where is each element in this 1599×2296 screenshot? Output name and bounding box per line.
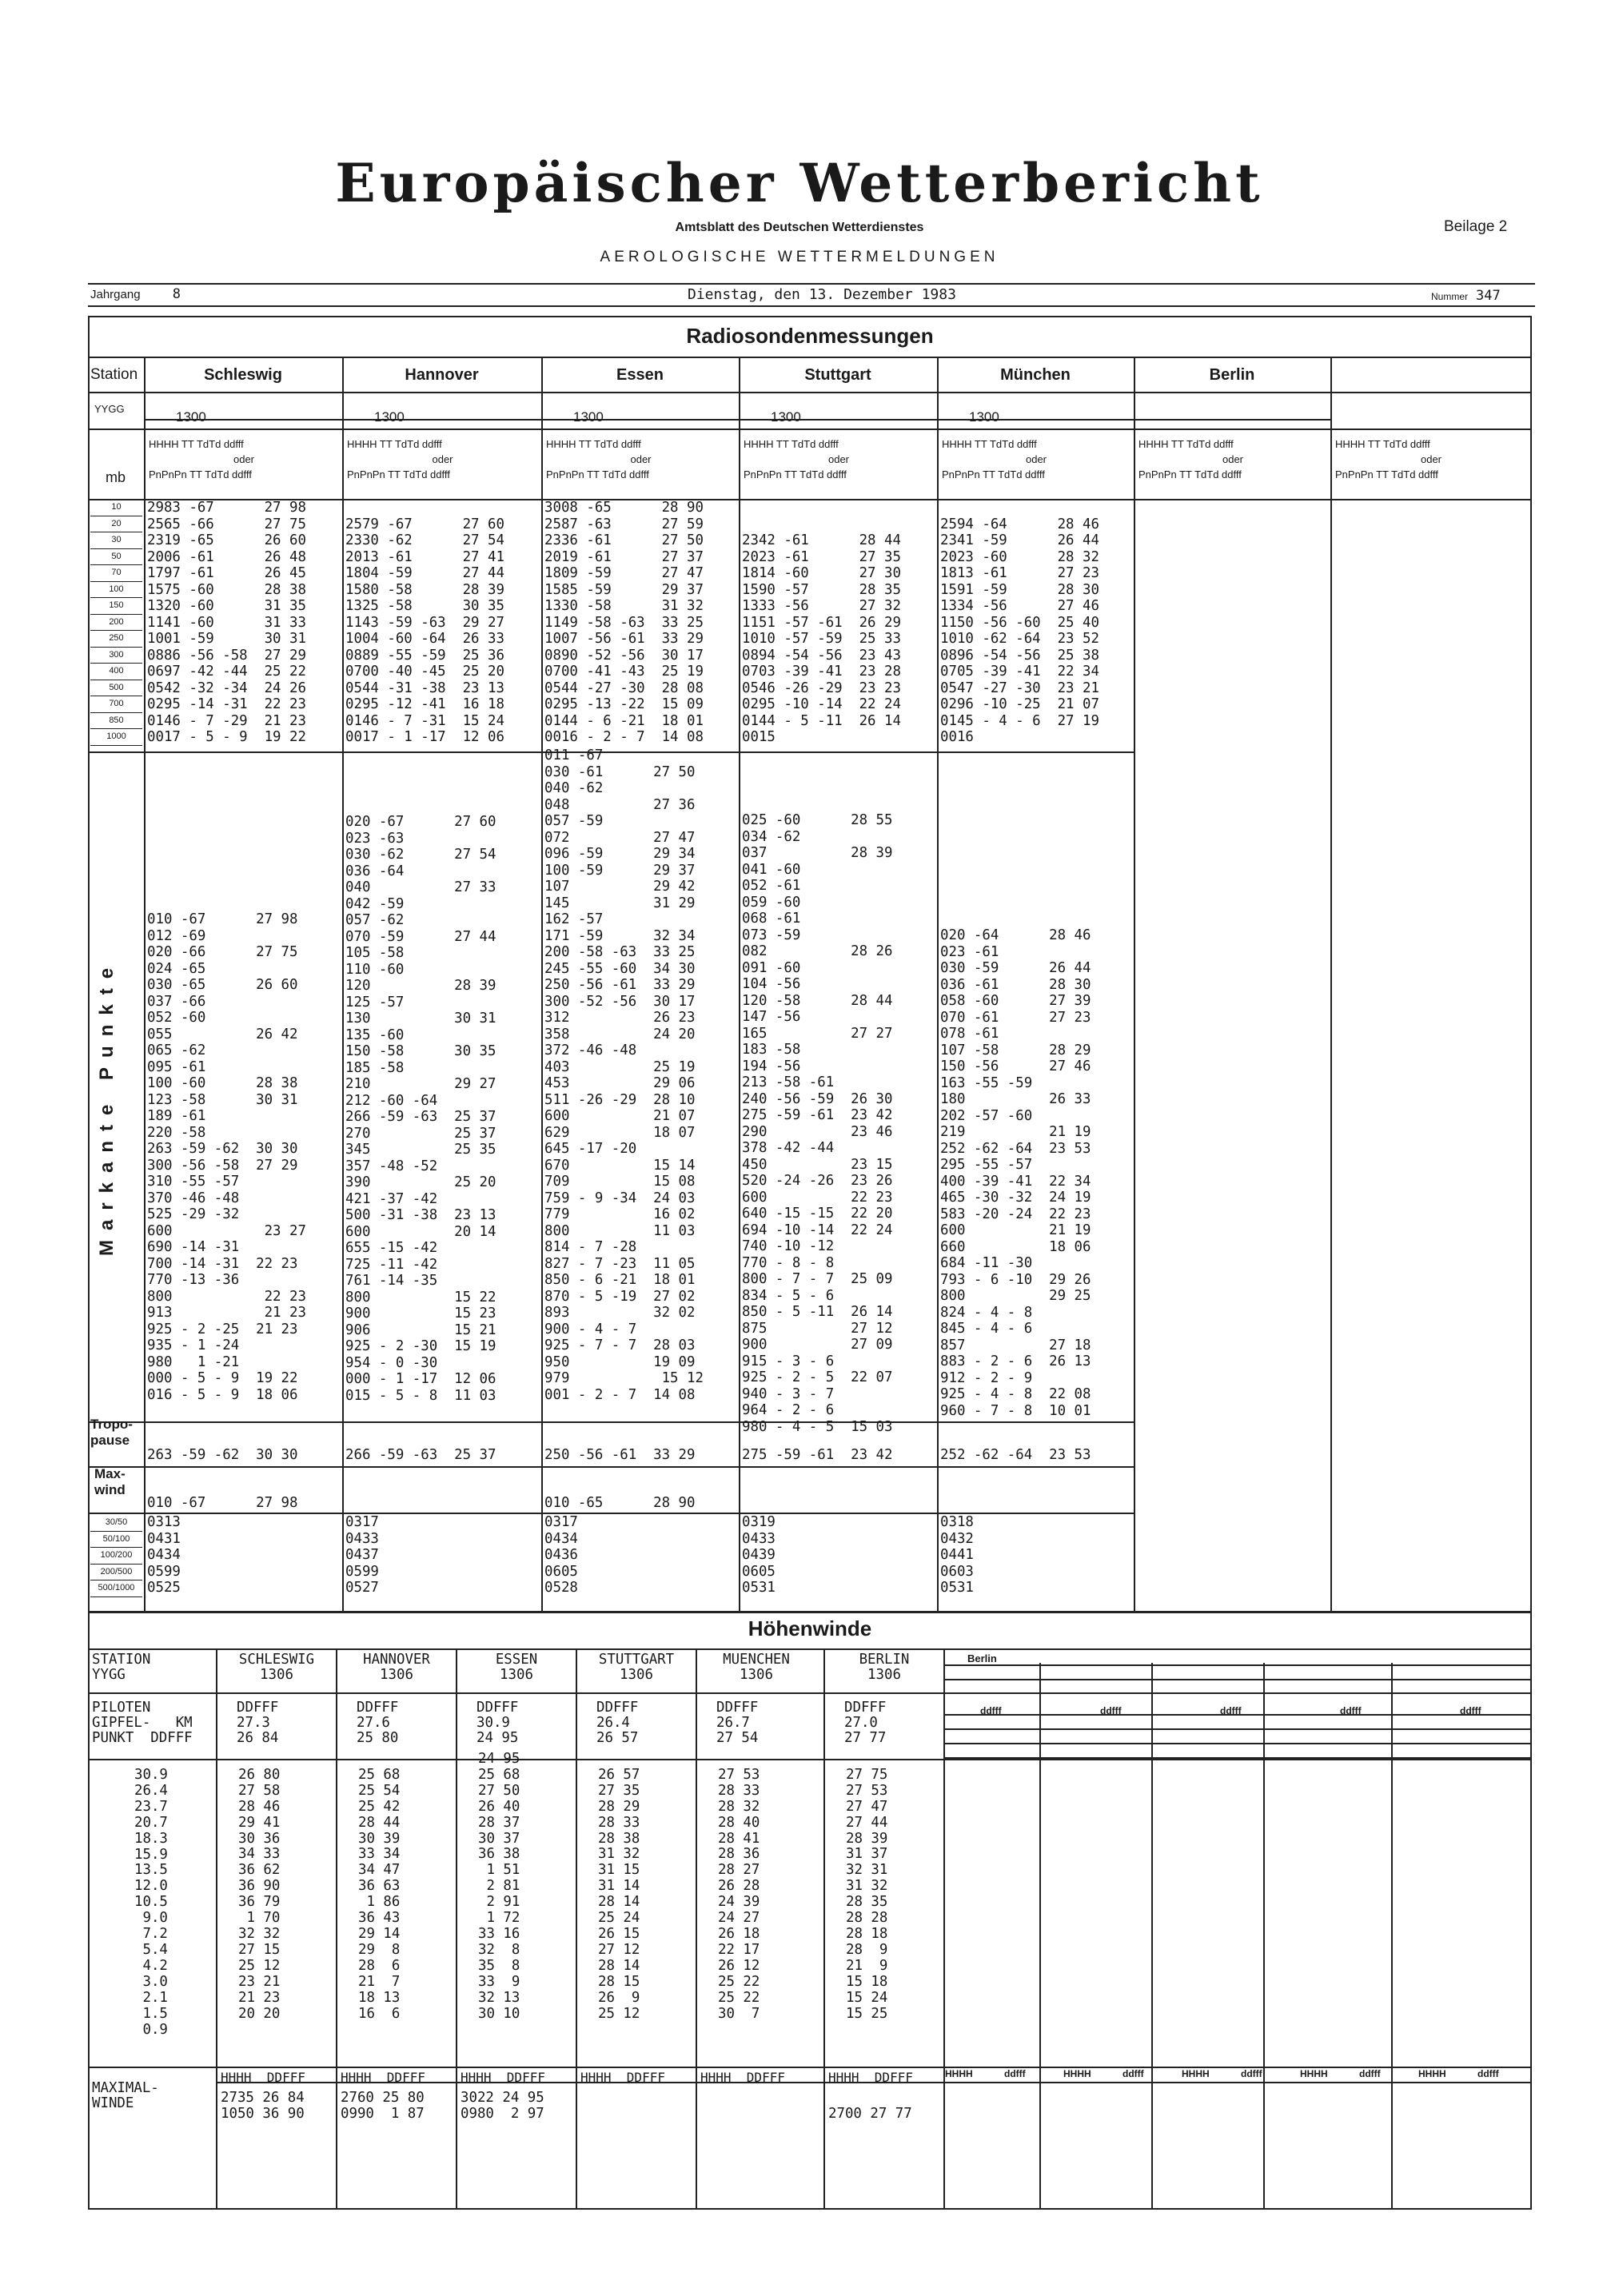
wind-station-name: ESSEN 1306 (495, 1652, 538, 1683)
column-rule (541, 357, 543, 1612)
row-rule (88, 1759, 1532, 1760)
shear-label: 50/100 (90, 1531, 142, 1549)
row-rule (88, 1421, 1134, 1423)
station-name: Schleswig (204, 366, 282, 384)
winds-frame (88, 1612, 1532, 2210)
station-name: München (1000, 366, 1071, 384)
header-hhhh: HHHH TT TdTd ddfff (149, 438, 244, 450)
header-oder: oder (1025, 453, 1047, 465)
winds-station-label: STATION YYGG (92, 1652, 151, 1683)
row-rule (943, 1679, 1532, 1680)
row-rule (943, 1664, 1532, 1666)
column-rule (696, 1648, 697, 2210)
column-rule (1039, 1663, 1041, 2210)
ext-max-header: ddfff (1359, 2068, 1381, 2079)
wind-max-values: 2700 27 77 (828, 2106, 912, 2122)
level-400: 400 (90, 663, 142, 680)
marked-points: 011 -67 030 -61 27 50 040 -62 048 27 36 057 -59 072 27 47 096 -59 29 34 100 -59 29 37 107 29 42 145 31 29 162 -57 171 -59 32 34 200 -58 -63 33 25 245 -55 -60 34 30 250 -56 -61 33 29 300 -52 -56 30 17 312 26 23 358 24 20 372 -46 -48 403 25 19 453 29 06 511 -26 -29 28 10 600 21 07 629 18 07 645 -17 -20 670 15 14 709 15 08 759 - 9 -34 24 03 779 16 02 800 11 03 814 - 7 -28 827 - 7 -23 11 05 850 - 6 -21 18 01 870 - 5 -19 27 02 893 32 02 900 - 4 - 7 925 - 7 - 7 28 03 950 19 09 979 15 12 001 - 2 - 7 14 08 (544, 747, 704, 1403)
ext-header: ddfff (1220, 1705, 1242, 1716)
row-rule (88, 1692, 1532, 1694)
header-pnpnpn: PnPnPn TT TdTd ddfff (1138, 468, 1242, 480)
station-yygg: 1300 (771, 409, 801, 425)
shear-data: 0318 0432 0441 0603 0531 (940, 1514, 974, 1596)
header-oder: oder (1222, 453, 1244, 465)
winds-title: Höhenwinde (748, 1616, 872, 1640)
column-rule (144, 357, 146, 1612)
ext-max-header: HHHH (1063, 2068, 1091, 2079)
station-name: Berlin (1209, 366, 1255, 384)
row-rule (88, 429, 1532, 430)
column-rule (823, 1648, 825, 2210)
column-rule (1151, 1663, 1153, 2210)
row-rule (543, 419, 739, 421)
wind-max-header: HHHH DDFFF (828, 2070, 913, 2085)
header-hhhh: HHHH TT TdTd ddfff (1335, 438, 1430, 450)
shear-data: 0313 0431 0434 0599 0525 (147, 1514, 181, 1596)
tropopause-data: 250 -56 -61 33 29 (544, 1447, 696, 1463)
header-rule-bottom (88, 305, 1535, 307)
shear-data: 0317 0434 0436 0605 0528 (544, 1514, 578, 1596)
max-wind-data: 010 -67 27 98 (147, 1495, 298, 1511)
level-70: 70 (90, 564, 142, 582)
station-yygg: 1300 (573, 409, 604, 425)
wind-max-header: HHHH DDFFF (700, 2070, 785, 2085)
wind-pilot: DDFFF 30.9 24 95 (477, 1700, 519, 1746)
ext-header: ddfff (1340, 1705, 1362, 1716)
row-rule (88, 392, 1532, 393)
issue-date: Dienstag, den 13. Dezember 1983 (688, 286, 956, 303)
shear-data: 0319 0433 0439 0605 0531 (742, 1514, 776, 1596)
column-rule (739, 357, 740, 1612)
tropopause-data: 275 -59 -61 23 42 (742, 1447, 893, 1463)
wind-pilot: DDFFF 26.7 27 54 (716, 1700, 759, 1746)
issue-number-value: 347 (1476, 288, 1501, 304)
level-100: 100 (90, 581, 142, 599)
marked-points: 020 -64 28 46 023 -61 030 -59 26 44 036 -61 28 30 058 -60 27 39 070 -61 27 23 078 -61 107 -58 28 29 150 -56 27 46 163 -55 -59 180 26 33 202 -57 -60 219 21 19 252 -62 -64 23 53 295 -55 -57 400 -39 -41 22 34 465 -30 -32 24 19 583 -20 -24 22 23 600 21 19 660 18 06 684 -11 -30 793 - 6 -10 29 26 800 29 25 824 - 4 - 8 845 - 4 - 6 857 27 18 883 - 2 - 6 26 13 912 - 2 - 9 925 - 4 - 8 22 08 960 - 7 - 8 10 01 (940, 927, 1091, 1419)
header-hhhh: HHHH TT TdTd ddfff (942, 438, 1037, 450)
header-rule-top (88, 283, 1535, 285)
column-rule (342, 357, 344, 1612)
header-pnpnpn: PnPnPn TT TdTd ddfff (347, 468, 450, 480)
level-10: 10 (90, 499, 142, 516)
issue-number (1431, 288, 1501, 304)
tropopause-label: Tropo- pause (90, 1417, 133, 1448)
level-300: 300 (90, 647, 142, 664)
page-title: Europäischer Wetterbericht (335, 152, 1264, 214)
station-label: Station (90, 366, 138, 383)
row-rule (943, 1757, 1532, 1759)
level-700: 700 (90, 696, 142, 713)
header-pnpnpn: PnPnPn TT TdTd ddfff (942, 468, 1045, 480)
rule (88, 357, 1532, 358)
max-wind-data: 010 -65 28 90 (544, 1495, 696, 1511)
berlin-label: Berlin (967, 1652, 997, 1664)
wind-values: 26 80 27 58 28 46 29 41 30 36 34 33 36 62 36 90 36 79 1 70 32 32 27 15 25 12 23 21 21 23 20 20 (238, 1766, 281, 2022)
column-rule (1263, 1663, 1265, 2210)
ext-max-header: ddfff (1477, 2068, 1499, 2079)
column-rule (1134, 357, 1135, 1612)
row-rule (943, 1728, 1532, 1730)
standard-levels: 2594 -64 28 46 2341 -59 26 44 2023 -60 28 32 1813 -61 27 23 1591 -59 28 30 1334 -56 27 46 1150 -56 -60 25 40 1010 -62 -64 23 52 0896 -54 -56 25 38 0705 -39 -41 22 34 0547 -27 -30 23 21 0296 -10 -25 21 07 0145 - 4 - 6 27 19 0016 (940, 516, 1099, 745)
wind-max-values: 2735 26 84 1050 36 90 (221, 2090, 305, 2122)
header-pnpnpn: PnPnPn TT TdTd ddfff (744, 468, 847, 480)
radiosonde-title: Radiosondenmessungen (686, 324, 934, 348)
level-250: 250 (90, 630, 142, 648)
header-oder: oder (1420, 453, 1442, 465)
column-rule (576, 1648, 577, 2210)
header-hhhh: HHHH TT TdTd ddfff (347, 438, 442, 450)
subtitle: Amtsblatt des Deutschen Wetterdienstes (675, 221, 924, 234)
ext-max-header: HHHH (1182, 2068, 1210, 2079)
column-rule (456, 1648, 457, 2210)
column-rule (1391, 1663, 1393, 2210)
header-oder: oder (233, 453, 255, 465)
header-pnpnpn: PnPnPn TT TdTd ddfff (1335, 468, 1438, 480)
column-rule (937, 357, 939, 1612)
ext-max-header: HHHH (945, 2068, 973, 2079)
column-rule (336, 1648, 337, 2210)
wind-pilot: DDFFF 27.3 26 84 (237, 1700, 279, 1746)
row-rule (740, 419, 937, 421)
row-rule (88, 1466, 1134, 1468)
wind-station-name: MUENCHEN 1306 (723, 1652, 790, 1683)
winds-max-label: MAXIMAL- WINDE (92, 2080, 159, 2111)
wind-max-values: 2760 25 80 0990 1 87 (341, 2090, 425, 2122)
standard-levels: 3008 -65 28 90 2587 -63 27 59 2336 -61 27 50 2019 -61 27 37 1809 -59 27 47 1585 -59 29 37 1330 -58 31 32 1149 -58 -63 33 25 1007 -56 -61 33 29 0890 -52 -56 30 17 0700 -41 -43 25 19 0544 -27 -30 28 08 0295 -13 -22 15 09 0144 - 6 -21 18 01 0016 - 2 - 7 14 08 (544, 500, 704, 745)
column-header (347, 436, 538, 482)
mb-label: mb (106, 469, 126, 485)
column-header (744, 436, 934, 482)
wind-max-header: HHHH DDFFF (580, 2070, 665, 2085)
wind-max-values: 3022 24 95 0980 2 97 (461, 2090, 544, 2122)
header-pnpnpn: PnPnPn TT TdTd ddfff (149, 468, 252, 480)
ext-header: ddfff (1100, 1705, 1122, 1716)
marked-points: 020 -67 27 60 023 -63 030 -62 27 54 036 -64 040 27 33 042 -59 057 -62 070 -59 27 44 105 -58 110 -60 120 28 39 125 -57 130 30 31 135 -60 150 -58 30 35 185 -58 210 29 27 212 -60 -64 266 -59 -63 25 37 270 25 37 345 25 35 357 -48 -52 390 25 20 421 -37 -42 500 -31 -38 23 13 600 20 14 655 -15 -42 725 -11 -42 761 -14 -35 800 15 22 900 15 23 906 15 21 925 - 2 -30 15 19 954 - 0 -30 000 - 1 -17 12 06 015 - 5 - 8 11 03 (345, 814, 496, 1404)
marked-points-label: Markante Punkte (96, 958, 118, 1257)
header-hhhh: HHHH TT TdTd ddfff (1138, 438, 1234, 450)
level-500: 500 (90, 680, 142, 697)
yygg-label: YYGG (94, 403, 125, 415)
row-rule (937, 751, 1134, 753)
ext-max-header: ddfff (1004, 2068, 1026, 2079)
shear-label: 100/200 (90, 1547, 142, 1565)
ext-max-header: HHHH (1418, 2068, 1446, 2079)
tropopause-data: 266 -59 -63 25 37 (345, 1447, 496, 1463)
wind-pilot: DDFFF 26.4 26 57 (596, 1700, 639, 1746)
station-yygg: 1300 (374, 409, 405, 425)
standard-levels: 2579 -67 27 60 2330 -62 27 54 2013 -61 27 41 1804 -59 27 44 1580 -58 28 39 1325 -58 30 35 1143 -59 -63 29 27 1004 -60 -64 26 33 0889 -55 -59 25 36 0700 -40 -45 25 20 0544 -31 -38 23 13 0295 -12 -41 16 18 0146 - 7 -31 15 24 0017 - 1 -17 12 06 (345, 516, 504, 745)
altitude-levels-km: 30.9 26.4 23.7 20.7 18.3 15.9 13.5 12.0 10.5 9.0 7.2 5.4 4.2 3.0 2.1 1.5 0.9 (134, 1767, 168, 2038)
wind-max-header: HHHH DDFFF (461, 2070, 545, 2085)
wind-pilot: DDFFF 27.6 25 80 (357, 1700, 399, 1746)
ext-max-header: ddfff (1122, 2068, 1144, 2079)
level-30: 30 (90, 532, 142, 549)
column-header (149, 436, 339, 482)
wind-values: 24 95 25 68 27 50 26 40 28 37 30 37 36 38 1 51 2 81 2 91 1 72 33 16 32 8 35 8 33 9 32 13 30 10 (478, 1751, 520, 2022)
station-name: Stuttgart (804, 366, 871, 384)
header-oder: oder (630, 453, 652, 465)
winds-pilot-label: PILOTEN GIPFEL- KM PUNKT DDFFF (92, 1700, 193, 1746)
ext-header: ddfff (1460, 1705, 1481, 1716)
column-header (1335, 436, 1527, 482)
wind-station-name: BERLIN 1306 (859, 1652, 910, 1683)
shear-label: 200/500 (90, 1564, 142, 1581)
station-yygg: 1300 (969, 409, 999, 425)
wind-values: 25 68 25 54 25 42 28 44 30 39 33 34 34 47 36 63 1 86 36 43 29 14 29 8 28 6 21 7 18 13 16 6 (358, 1766, 401, 2022)
level-1000: 1000 (90, 728, 142, 746)
column-rule (216, 1648, 217, 2210)
marked-points: 025 -60 28 55 034 -62 037 28 39 041 -60 052 -61 059 -60 068 -61 073 -59 082 28 26 091 -60 104 -56 120 -58 28 44 147 -56 165 27 27 183 -58 194 -56 213 -58 -61 240 -56 -59 26 30 275 -59 -61 23 42 290 23 46 378 -42 -44 450 23 15 520 -24 -26 23 26 600 22 23 640 -15 -15 22 20 694 -10 -14 22 24 740 -10 -12 770 - 8 - 8 800 - 7 - 7 25 09 834 - 5 - 6 850 - 5 -11 26 14 875 27 12 900 27 09 915 - 3 - 6 925 - 2 - 5 22 07 940 - 3 - 7 964 - 2 - 6 980 - 4 - 5 15 03 (742, 812, 893, 1435)
column-header (546, 436, 736, 482)
wind-values: 27 53 28 33 28 32 28 40 28 41 28 36 28 27 26 28 24 39 24 27 26 18 22 17 26 12 25 22 25 22 30 7 (718, 1766, 760, 2022)
level-150: 150 (90, 597, 142, 615)
wind-station-name: HANNOVER 1306 (363, 1652, 430, 1683)
shear-data: 0317 0433 0437 0599 0527 (345, 1514, 379, 1596)
level-850: 850 (90, 712, 142, 730)
wind-station-name: STUTTGART 1306 (598, 1652, 675, 1683)
ext-max-header: ddfff (1241, 2068, 1262, 2079)
marked-points: 010 -67 27 98 012 -69 020 -66 27 75 024 -65 030 -65 26 60 037 -66 052 -60 055 26 42 065 -62 095 -61 100 -60 28 38 123 -58 30 31 189 -61 220 -58 263 -59 -62 30 30 300 -56 -58 27 29 310 -55 -57 370 -46 -48 525 -29 -32 600 23 27 690 -14 -31 700 -14 -31 22 23 770 -13 -36 800 22 23 913 21 23 925 - 2 -25 21 23 935 - 1 -24 980 1 -21 000 - 5 - 9 19 22 016 - 5 - 9 18 06 (147, 911, 306, 1403)
wind-station-name: SCHLESWIG 1306 (238, 1652, 315, 1683)
wind-values: 27 75 27 53 27 47 27 44 28 39 31 37 32 31 31 32 28 35 28 28 28 18 28 9 21 9 15 18 15 24 15 25 (846, 1766, 888, 2022)
section-subtitle: AEROLOGISCHE WETTERMELDUNGEN (600, 249, 999, 265)
issue-number-label: Nummer (1431, 291, 1469, 302)
row-rule (146, 419, 342, 421)
column-header (942, 436, 1130, 482)
column-header (1138, 436, 1327, 482)
volume-number: 8 (172, 286, 181, 302)
shear-label: 30/50 (90, 1514, 142, 1532)
tropopause-data: 252 -62 -64 23 53 (940, 1447, 1091, 1463)
row-rule (939, 419, 1134, 421)
row-rule (943, 1743, 1532, 1744)
level-200: 200 (90, 614, 142, 632)
wind-pilot: DDFFF 27.0 27 77 (844, 1700, 887, 1746)
wind-max-header: HHHH DDFFF (221, 2070, 305, 2085)
station-name: Essen (616, 366, 664, 384)
header-hhhh: HHHH TT TdTd ddfff (546, 438, 641, 450)
station-name: Hannover (405, 366, 479, 384)
level-20: 20 (90, 516, 142, 533)
row-rule (88, 1513, 1134, 1514)
header-oder: oder (827, 453, 850, 465)
volume-info (90, 286, 181, 302)
level-50: 50 (90, 548, 142, 566)
station-yygg: 1300 (176, 409, 206, 425)
wind-values: 26 57 27 35 28 29 28 33 28 38 31 32 31 15 31 14 28 14 25 24 26 15 27 12 28 14 28 15 26 9 25 12 (598, 1766, 640, 2022)
wind-max-header: HHHH DDFFF (341, 2070, 425, 2085)
ext-header: ddfff (980, 1705, 1002, 1716)
volume-label: Jahrgang (90, 288, 141, 301)
header-oder: oder (432, 453, 453, 465)
header-pnpnpn: PnPnPn TT TdTd ddfff (546, 468, 649, 480)
column-rule (943, 1648, 945, 2210)
header-hhhh: HHHH TT TdTd ddfff (744, 438, 839, 450)
supplement-label: Beilage 2 (1444, 218, 1508, 235)
tropopause-data: 263 -59 -62 30 30 (147, 1447, 298, 1463)
column-rule (1330, 357, 1332, 1612)
row-rule (1135, 419, 1330, 421)
ext-max-header: HHHH (1300, 2068, 1328, 2079)
shear-label: 500/1000 (90, 1580, 142, 1597)
standard-levels: 2342 -61 28 44 2023 -61 27 35 1814 -60 27 30 1590 -57 28 35 1333 -56 27 32 1151 -57 -61 26 29 1010 -57 -59 25 33 0894 -54 -56 23 43 0703 -39 -41 23 28 0546 -26 -29 23 23 0295 -10 -14 22 24 0144 - 5 -11 26 14 0015 (742, 532, 901, 745)
standard-levels: 2983 -67 27 98 2565 -66 27 75 2319 -65 26 60 2006 -61 26 48 1797 -61 26 45 1575 -60 28 38 1320 -60 31 35 1141 -60 31 33 1001 -59 30 31 0886 -56 -58 27 29 0697 -42 -44 25 22 0542 -32 -34 24 26 0295 -14 -31 22 23 0146 - 7 -29 21 23 0017 - 5 - 9 19 22 (147, 500, 306, 745)
max-wind-label: Max- wind (94, 1466, 126, 1497)
